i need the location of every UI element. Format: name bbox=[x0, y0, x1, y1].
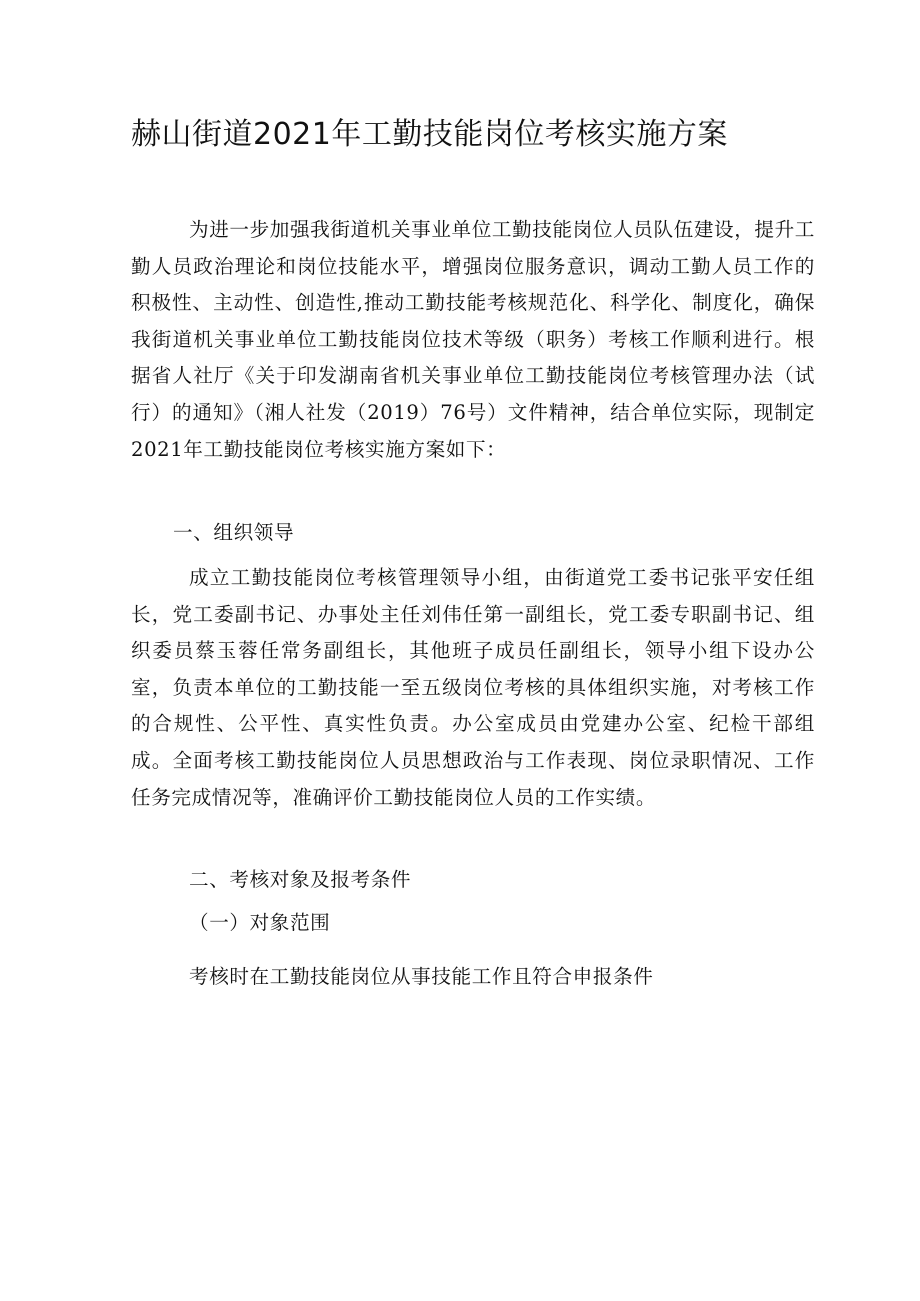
section-heading-organization: 一、组织领导 bbox=[173, 521, 295, 544]
section-heading-exam-targets: 二、考核对象及报考条件 bbox=[189, 868, 412, 891]
subsection-heading-scope: （一）对象范围 bbox=[189, 911, 331, 934]
subsection-body-scope: 考核时在工勤技能岗位从事技能工作且符合申报条件 bbox=[189, 965, 654, 988]
document-title: 赫山街道2021年工勤技能岗位考核实施方案 bbox=[131, 117, 728, 152]
section-body-organization: 成立工勤技能岗位考核管理领导小组，由街道党工委书记张平安任组长，党工委副书记、办事处主任刘伟任第一副组长，党工委专职副书记、组织委员蔡玉蓉任常务副组长，其他班子成员任副组长，领导小组下设办公室，负责本单位的工勤技能一至五级岗位考核的具体组织实施，对考核工作的合规性、公平性、真实性负责。办公室成员由党建办公室、纪检干部组成。全面考核工勤技能岗位人员思想政治与工作表现、岗位录职情况、工作任务完成情况等，准确评价工勤技能岗位人员的工作实绩。 bbox=[131, 566, 815, 809]
intro-paragraph: 为进一步加强我街道机关事业单位工勤技能岗位人员队伍建设，提升工勤人员政治理论和岗位技能水平，增强岗位服务意识，调动工勤人员工作的积极性、主动性、创造性,推动工勤技能考核规范化、科学化、制度化，确保我街道机关事业单位工勤技能岗位技术等级（职务）考核工作顺利进行。根据省人社厅《关于印发湖南省机关事业单位工勤技能岗位考核管理办法（试行）的通知》（湘人社发（2019）76号）文件精神，结合单位实际，现制定2021年工勤技能岗位考核实施方案如下： bbox=[131, 218, 816, 461]
